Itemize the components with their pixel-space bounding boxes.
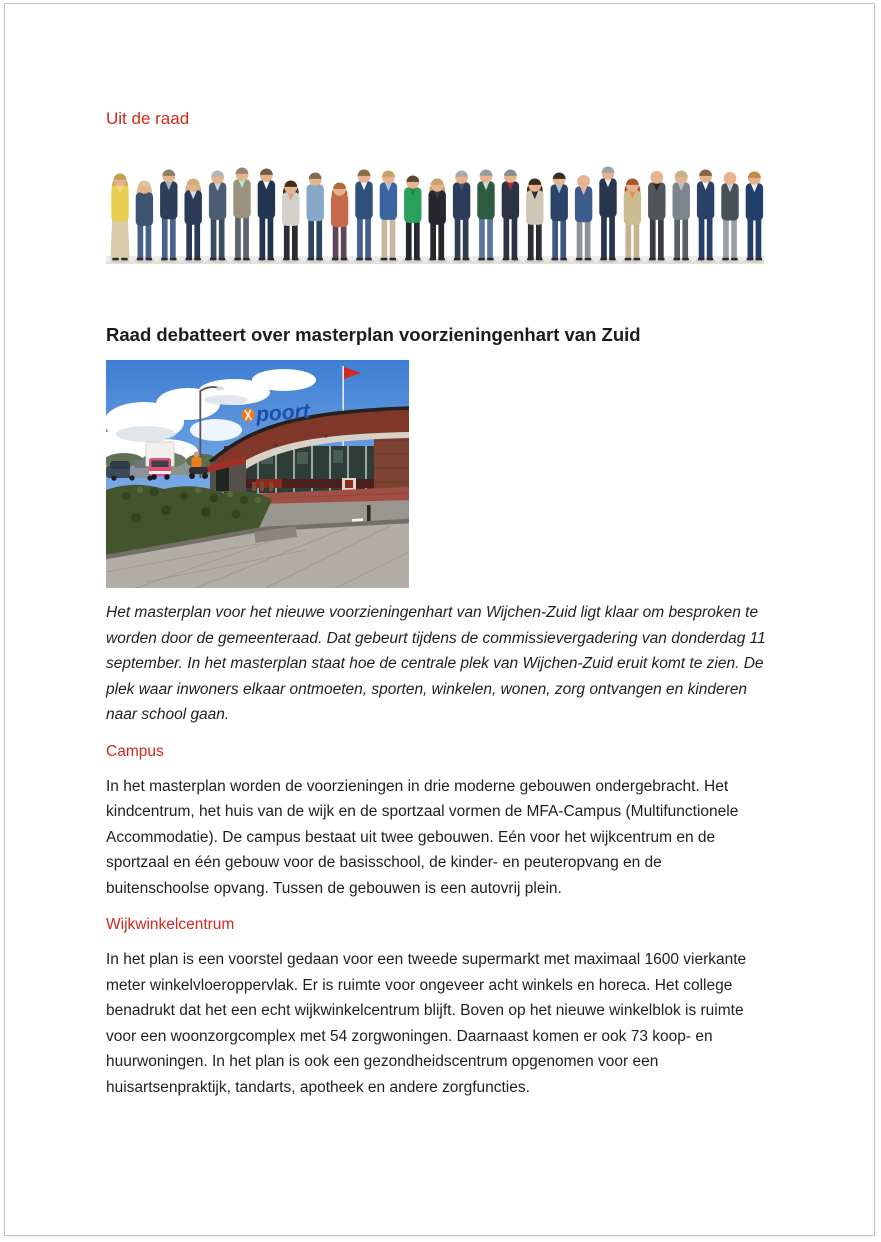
subheading-campus: Campus — [106, 742, 164, 760]
subheading-wijkwinkelcentrum: Wijkwinkelcentrum — [106, 916, 235, 933]
wijkwinkelcentrum-paragraph: In het plan is een voorstel gedaan voor een tweede supermarkt met maximaal 1600 vierkante meter winkelvloeroppervlak. Er is ruimte voor ongeveer acht winkels en horeca. Het college benadrukt dat het een echt wijkwinkelcentrum blijft. Boven op het nieuwe winkelblok is ruimte voor een woonzorgcomplex met 54 zorgwoningen. Daarnaast komen er ook 73 koop- en huurwoningen. In het plan is ook een gezondheidscentrum opgenomen voor een huisartsenpraktijk, tandarts, apotheek en andere zorgfuncties. — [106, 951, 747, 1096]
shopping-centre-illustration — [106, 360, 409, 588]
council-group-photo — [106, 161, 764, 264]
article-content — [5, 4, 767, 1100]
document-page — [4, 3, 875, 1236]
shopping-centre-photo — [106, 360, 409, 588]
intro-paragraph: Het masterplan voor het nieuwe voorzieningenhart van Wijchen-Zuid ligt klaar om besproken te worden door de gemeenteraad. Dat gebeurt tijdens de commissievergadering van donderdag 11 september. In het masterplan staat hoe de centrale plek van Wijchen-Zuid eruit komt te zien. De plek waar inwoners elkaar ontmoeten, sporten, winkelen, wonen, zorg ontvangen en kinderen naar school gaan. — [106, 604, 766, 723]
shop-sign-text: poort — [255, 399, 311, 427]
council-group-photo-illustration — [106, 161, 764, 264]
section-kicker: Uit de raad — [106, 109, 190, 128]
campus-paragraph: In het masterplan worden de voorzieningen in drie moderne gebouwen ondergebracht. Het kindcentrum, het huis van de wijk en de sportzaal vormen de MFA-Campus (Multifunctionele Accommodatie). De campus bestaat uit twee gebouwen. Eén voor het wijkcentrum en de sportzaal en één gebouw voor de basisschool, de kinder- en peuteropvang en de buitenschoolse opvang. Tussen de gebouwen is een autovrij plein. — [106, 777, 739, 897]
article-headline: Raad debatteert over masterplan voorzieningenhart van Zuid — [106, 324, 641, 345]
